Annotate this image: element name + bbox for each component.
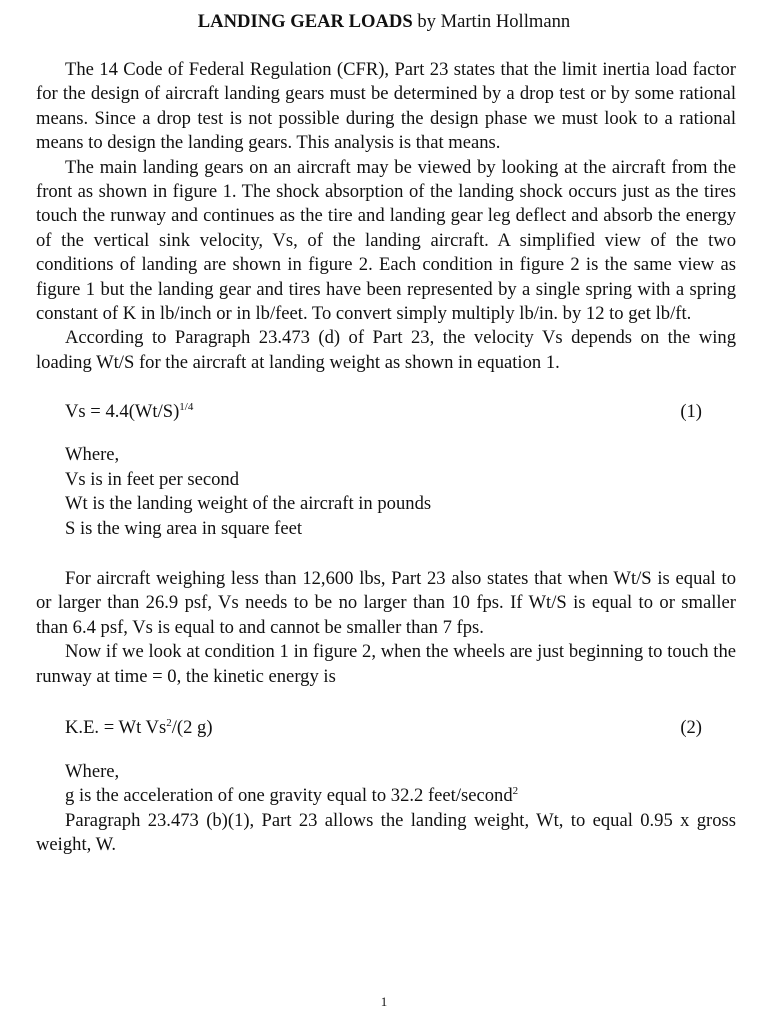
equation-2-expression: K.E. = Wt Vs$^2$/(2 g): [65, 716, 213, 738]
paragraph-velocity: According to Paragraph 23.473 (d) of Part 23, the velocity Vs depends on the wing loading Wt/S for the aircraft at landing weight as shown in equation 1.: [36, 327, 736, 373]
document-body: [36, 58, 736, 858]
equation-1-number: (1): [680, 401, 702, 423]
page-number: 1: [380, 994, 388, 1009]
equation-1-exponent: 1/4: [179, 401, 194, 414]
title-main: LANDING GEAR LOADS: [197, 11, 413, 32]
equation-2-exponent: 2: [166, 716, 172, 729]
paragraph-weight-limits: For aircraft weighing less than 12,600 lbs, Part 23 also states that when Wt/S is equal to or larger than 26.9 psf, Vs needs to be no larger than 10 fps. If Wt/S is equal to or smaller than 6.4 psf, Vs is equal to and cannot be smaller than 7 fps.: [36, 567, 736, 638]
equation-1-expression: $Vs = 4.4(Wt/S)^{1/4}$: [65, 401, 194, 423]
paragraph-cfr-intro: The 14 Code of Federal Regulation (CFR), Part 23 states that the limit inertia load factor for the design of aircraft landing gears must be determined by a drop test or by some rational means. Since a drop test is not possible during the design phase we must look to a rational means to design the landing gears. This analysis is that means.: [36, 59, 736, 154]
equation-1: [36, 400, 736, 424]
document-title: [36, 10, 732, 34]
where-heading: Where,: [65, 444, 120, 466]
paragraph-landing-weight: Paragraph 23.473 (b)(1), Part 23 allows the landing weight, Wt, to equal 0.95 x gross weight, W.: [36, 809, 736, 856]
equation-2-number: (2): [680, 716, 702, 738]
where-heading: Where,: [65, 760, 120, 782]
paragraph-condition-1: Now if we look at condition 1 in figure 2, when the wheels are just beginning to touch the runway at time = 0, the kinetic energy is: [36, 641, 736, 687]
equation-2: [36, 716, 736, 740]
title-author: by Martin Hollmann: [417, 11, 571, 32]
paragraph-main-gears: The main landing gears on an aircraft may be viewed by looking at the aircraft from the front as shown in figure 1. The shock absorption of the landing shock occurs just as the tires touch the runway and continues as the tire and landing gear leg deflect and absorb the energy of the vertical sink velocity, Vs, of the landing aircraft. A simplified view of the two conditions of landing are shown in figure 2. Each condition in figure 2 is the same view as figure 1 but the landing gear and tires have been represented by a single spring with a spring constant of K in lb/inch or in lb/feet. To convert simply multiply lb/in. by 12 to get lb/ft.: [36, 156, 736, 325]
where-line-g-exponent: 2: [512, 785, 519, 798]
where-line-s: S is the wing area in square feet: [65, 517, 302, 539]
where-block-1: [36, 443, 736, 541]
where-line-wt: Wt is the landing weight of the aircraft in pounds: [65, 493, 432, 515]
where-block-2: [36, 760, 736, 809]
where-line-vs: Vs is in feet per second: [65, 468, 240, 490]
where-line-g: g is the acceleration of one gravity equal to 32.2 feet/second$^2$: [65, 785, 519, 807]
